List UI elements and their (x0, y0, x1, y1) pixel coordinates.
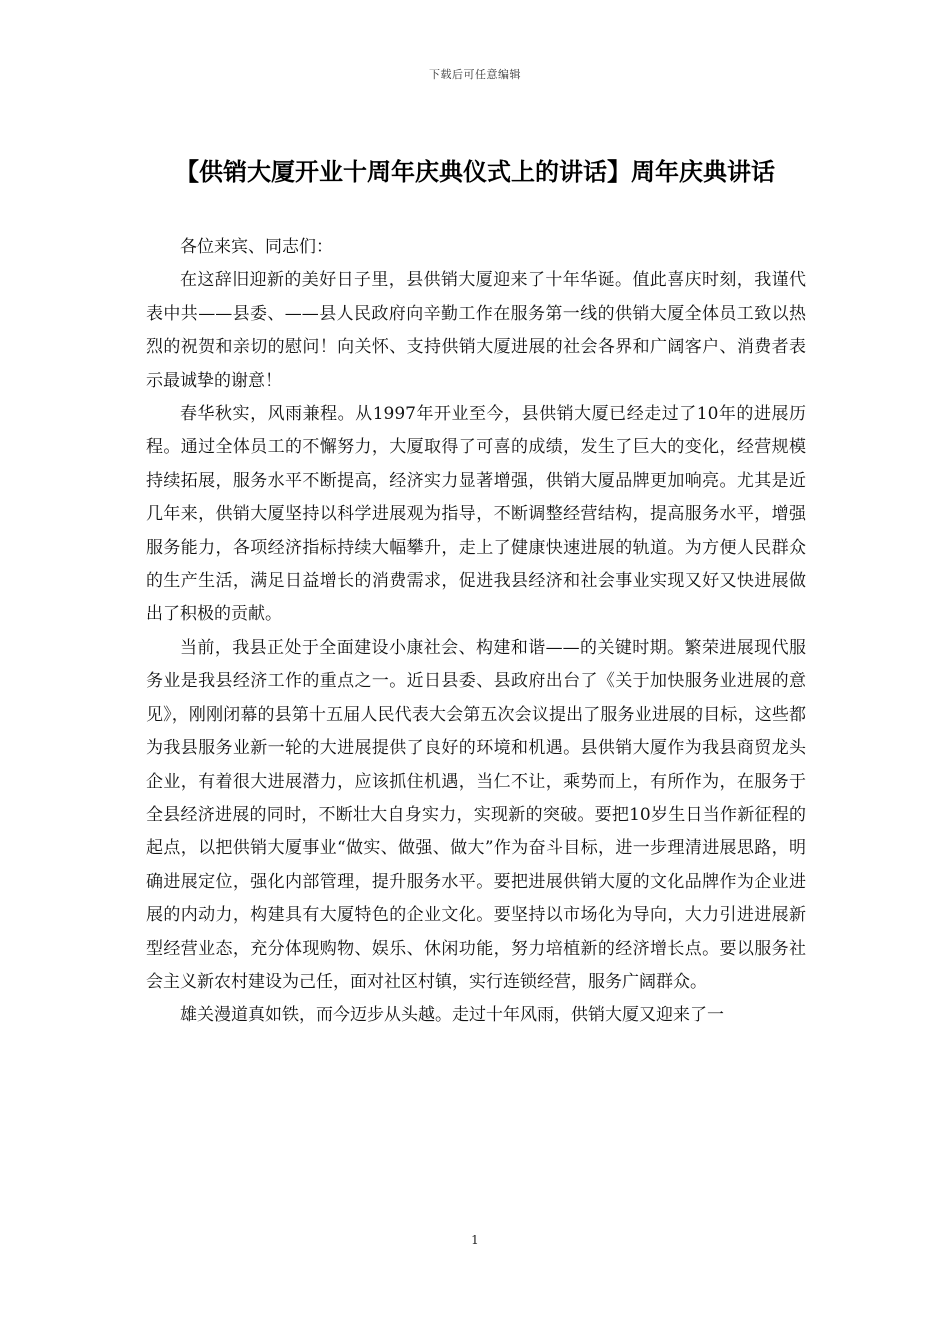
body-paragraph: 当前，我县正处于全面建设小康社会、构建和谐——的关键时期。繁荣进展现代服务业是我县经济工作的重点之一。近日县委、县政府出台了《关于加快服务业进展的意见》，刚刚闭幕的县第十五届人民代表大会第五次会议提出了服务业进展的目标，这些都为我县服务业新一轮的大进展提供了良好的环境和机遇。县供销大厦作为我县商贸龙头企业，有着很大进展潜力，应该抓住机遇，当仁不让，乘势而上，有所作为，在服务于全县经济进展的同时，不断壮大自身实力，实现新的突破。要把10岁生日当作新征程的起点，以把供销大厦事业“做实、做强、做大”作为奋斗目标，进一步理清进展思路，明确进展定位，强化内部管理，提升服务水平。要把进展供销大厦的文化品牌作为企业进展的内动力，构建具有大厦特色的企业文化。要坚持以市场化为导向，大力引进进展新型经营业态，充分体现购物、娱乐、休闲功能，努力培植新的经济增长点。要以服务社会主义新农村建设为己任，面对社区村镇，实行连锁经营，服务广阔群众。 (146, 637, 806, 992)
body-paragraph: 春华秋实，风雨兼程。从1997年开业至今，县供销大厦已经走过了10年的进展历程。通过全体员工的不懈努力，大厦取得了可喜的成绩，发生了巨大的变化，经营规模持续拓展，服务水平不断提高，经济实力显著增强，供销大厦品牌更加响亮。尤其是近几年来，供销大厦坚持以科学进展观为指导，不断调整经营结构，提高服务水平，增强服务能力，各项经济指标持续大幅攀升，走上了健康快速进展的轨道。为方便人民群众的生产生活，满足日益增长的消费需求，促进我县经济和社会事业实现又好又快进展做出了积极的贡献。 (146, 404, 806, 625)
document-title: 【供销大厦开业十周年庆典仪式上的讲话】周年庆典讲话 (175, 158, 775, 186)
header-note: 下载后可任意编辑 (429, 68, 521, 81)
document-body (146, 231, 806, 1033)
body-paragraph: 在这辞旧迎新的美好日子里，县供销大厦迎来了十年华诞。值此喜庆时刻，我谨代表中共——县委、——县人民政府向辛勤工作在服务第一线的供销大厦全体员工致以热烈的祝贺和亲切的慰问！向关怀、支持供销大厦进展的社会各界和广阔客户、消费者表示最诚挚的谢意！ (146, 270, 806, 391)
salutation-paragraph: 各位来宾、同志们： (180, 237, 333, 257)
body-paragraph: 雄关漫道真如铁，而今迈步从头越。走过十年风雨，供销大厦又迎来了一 (180, 1005, 724, 1026)
page-number: 1 (471, 1233, 479, 1247)
